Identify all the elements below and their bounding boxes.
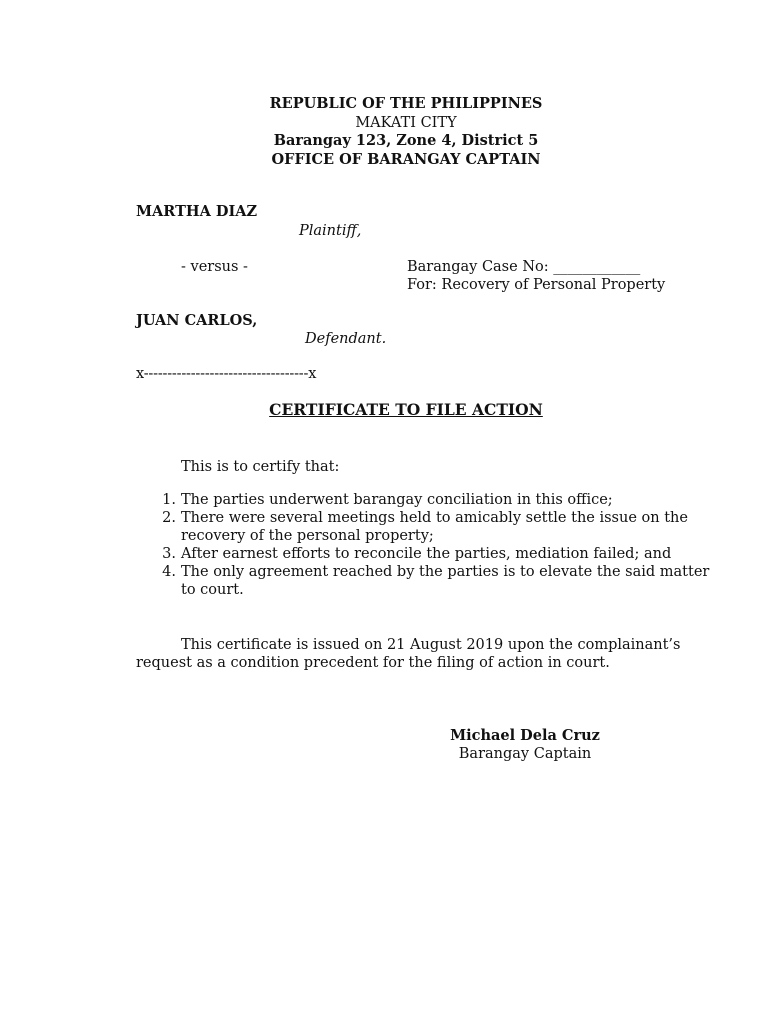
list-item-number: 1. bbox=[162, 492, 176, 508]
document-header bbox=[0, 95, 768, 169]
plaintiff-label: Plaintiff, bbox=[299, 223, 362, 239]
closing-paragraph: This certificate is issued on 21 August 2019 upon the complainant’s request as a condition precedent for the filing of action in court. bbox=[136, 637, 681, 671]
defendant-name: JUAN CARLOS, bbox=[136, 312, 258, 329]
list-item-number: 4. bbox=[162, 564, 176, 580]
header-barangay: Barangay 123, Zone 4, District 5 bbox=[273, 132, 539, 149]
plaintiff-name: MARTHA DIAZ bbox=[136, 203, 258, 220]
list-item bbox=[162, 509, 721, 545]
list-item-text: There were several meetings held to amicably settle the issue on the recovery of the personal property; bbox=[181, 510, 688, 544]
header-office: OFFICE OF BARANGAY CAPTAIN bbox=[271, 150, 541, 168]
certify-intro: This is to certify that: bbox=[181, 459, 340, 475]
signatory-position: Barangay Captain bbox=[458, 746, 592, 762]
versus-label: - versus - bbox=[181, 259, 248, 275]
list-item-text: The parties underwent barangay conciliation in this office; bbox=[181, 492, 613, 508]
signatory-name: Michael Dela Cruz bbox=[450, 727, 600, 744]
list-item-text: After earnest efforts to reconcile the parties, mediation failed; and bbox=[181, 546, 672, 562]
header-city: MAKATI CITY bbox=[355, 114, 457, 131]
header-republic: REPUBLIC OF THE PHILIPPINES bbox=[269, 95, 543, 112]
defendant-label: Defendant. bbox=[305, 331, 387, 347]
list-item-number: 2. bbox=[162, 510, 176, 526]
list-item bbox=[162, 491, 721, 509]
document-title: CERTIFICATE TO FILE ACTION bbox=[269, 400, 543, 419]
signature-block bbox=[420, 726, 630, 764]
list-item bbox=[162, 563, 721, 599]
case-subject: For: Recovery of Personal Property bbox=[407, 277, 666, 293]
certification-list bbox=[156, 491, 721, 599]
list-item-text: The only agreement reached by the parties is to elevate the said matter to court. bbox=[181, 564, 710, 598]
list-item-number: 3. bbox=[162, 546, 176, 562]
caption-divider: x-----------------------------------x bbox=[136, 366, 317, 382]
list-item bbox=[162, 545, 721, 563]
case-number: Barangay Case No: ____________ bbox=[407, 259, 641, 275]
